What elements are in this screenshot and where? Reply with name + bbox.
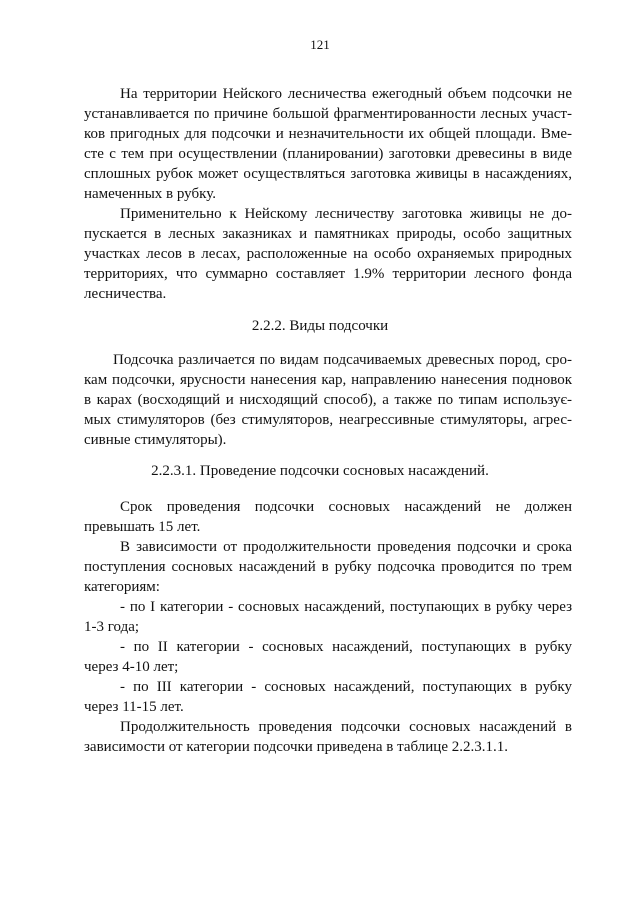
text-line: сплошных рубок может осуществляться заготовка живицы в насаждениях, [84,166,572,182]
text-line: сте с тем при осуществлении (планировании) заготовки древесины в виде [84,146,572,162]
text-line: мых стимуляторов (без стимуляторов, неагрессивные стимуляторы, агрес- [84,412,572,428]
text-line: в карах (восходящий и нисходящий способ), а также по типам использує- [84,392,572,408]
text-line: участках лесов в лесах, расположенные на особо охраняемых природных [84,246,572,262]
text-line: кам подсочки, ярусности нанесения кар, направлению нанесения подновок [84,372,572,388]
text-line: Срок проведения подсочки сосновых насаждений не должен [120,499,572,515]
text-line: Применительно к Нейскому лесничеству заготовка живицы не до- [120,206,572,222]
text-line: категориям: [84,579,160,595]
text-line: - по I категории - сосновых насаждений, поступающих в рубку через [120,599,572,615]
text-line: - по III категории - сосновых насаждений, поступающих в рубку [120,679,572,695]
text-line: лесничества. [84,286,167,302]
text-line: ков пригодных для подсочки и незначительности их общей площади. Вме- [84,126,572,142]
text-line: сивные стимуляторы). [84,432,227,448]
text-line: Продолжительность проведения подсочки сосновых насаждений в [120,719,572,735]
text-line: территориях, что суммарно составляет 1.9% территории лесного фонда [84,266,572,282]
text-line: через 11-15 лет. [84,699,184,715]
text-line: намеченных в рубку. [84,186,216,202]
page-number: 121 [310,37,330,52]
text-line: пускается в лесных заказниках и памятниках природы, особо защитных [84,226,572,242]
subsection-heading: 2.2.3.1. Проведение подсочки сосновых насаждений. [151,463,489,479]
text-line: через 4-10 лет; [84,659,179,675]
text-line: - по II категории - сосновых насаждений, поступающих в рубку [120,639,572,655]
text-line: Подсочка различается по видам подсачиваемых древесных пород, сро- [113,352,572,368]
text-line: превышать 15 лет. [84,519,201,535]
text-line: На территории Нейского лесничества ежегодный объем подсочки не [120,86,572,102]
text-line: 1-3 года; [84,619,140,635]
section-heading: 2.2.2. Виды подсочки [251,318,389,334]
text-line: поступления сосновых насаждений в рубку подсочка проводится по трем [84,559,572,575]
text-line: устанавливается по причине большой фрагментированности лесных участ- [84,106,572,122]
text-line: зависимости от категории подсочки приведена в таблице 2.2.3.1.1. [84,739,508,755]
text-line: В зависимости от продолжительности проведения подсочки и срока [120,539,572,555]
